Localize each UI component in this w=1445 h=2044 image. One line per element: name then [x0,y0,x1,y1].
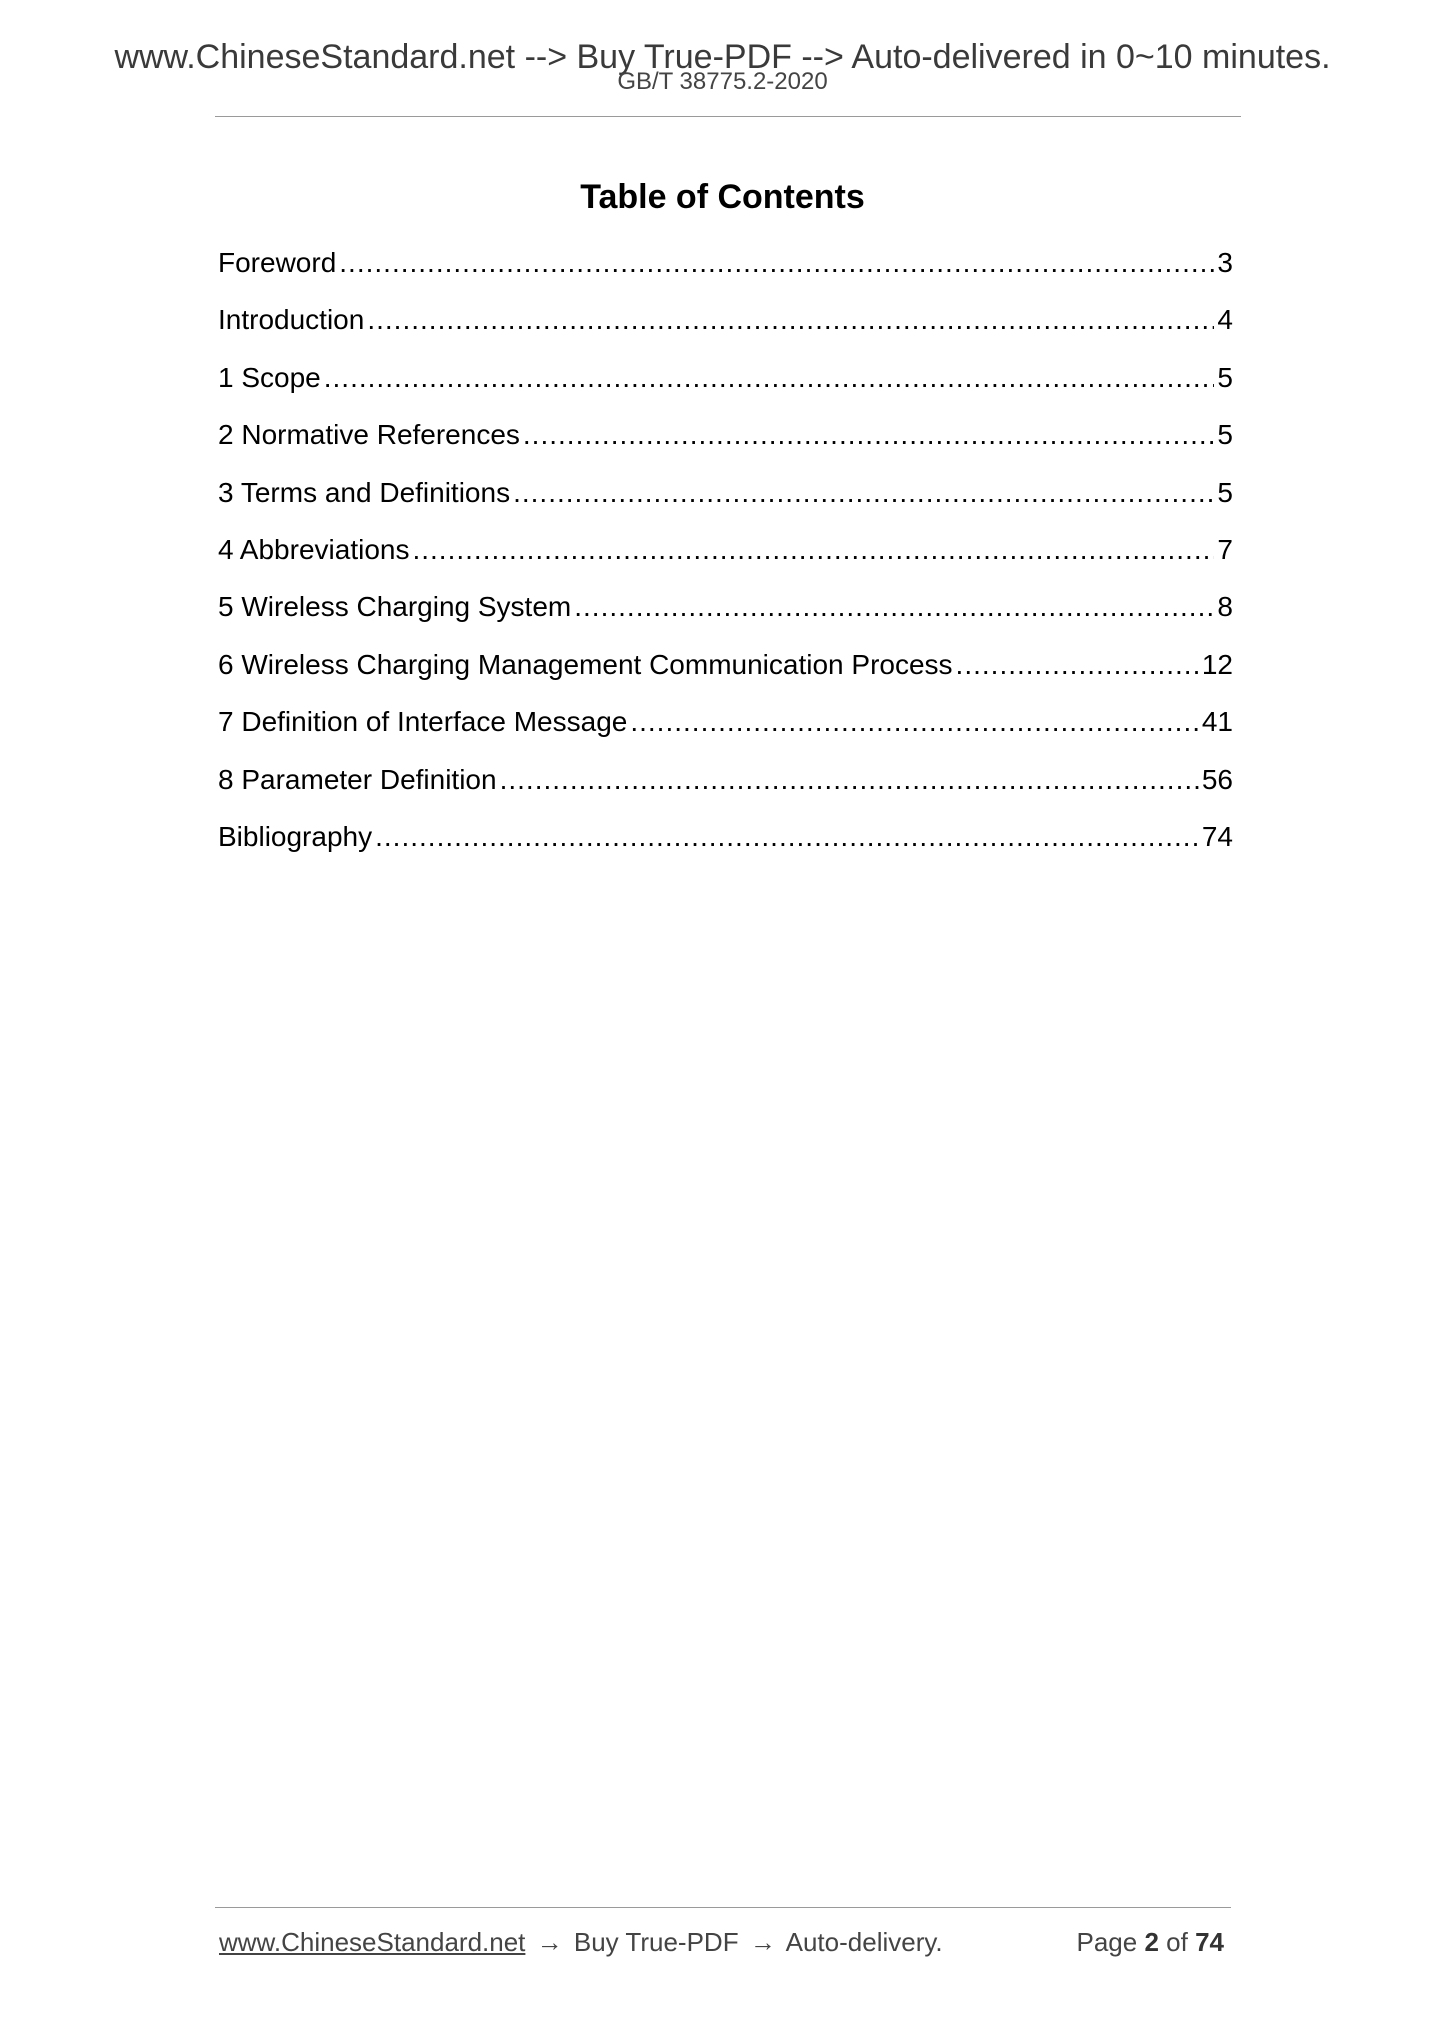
toc-entry-scope[interactable] [218,360,1233,417]
toc-entry-communication-process[interactable] [218,647,1233,704]
toc-entry-label: 1 Scope [218,361,321,393]
toc-entry-label: 4 Abbreviations [218,533,410,565]
footer-divider [215,1907,1231,1908]
toc-entry-label: 7 Definition of Interface Message [218,706,628,738]
current-page-number: 2 [1144,1927,1159,1957]
toc-entry-foreword[interactable] [218,245,1233,302]
toc-entry-page: 3 [1217,247,1233,278]
toc-entry-page: 41 [1201,706,1233,738]
dot-leader [574,589,1214,625]
top-banner: www.ChineseStandard.net --> Buy True-PDF --> Auto-delivered in 0~10 minutes. [114,38,1331,76]
toc-entry-label: 5 Wireless Charging System [218,591,572,623]
dot-leader [523,417,1215,453]
toc-entry-abbreviations[interactable] [218,532,1233,589]
toc-entry-label: 8 Parameter Definition [218,763,497,795]
toc-entry-normative-references[interactable] [218,417,1233,474]
dot-leader [630,704,1199,740]
document-code: GB/T 38775.2-2020 [617,68,828,95]
toc-entry-label: Introduction [218,304,365,336]
dot-leader [412,532,1214,568]
toc-entry-page: 7 [1217,533,1233,565]
dot-leader [956,647,1199,683]
arrow-right-icon: → [536,1927,563,1957]
toc-entry-page: 4 [1217,304,1233,336]
footer-promo [219,1927,943,1958]
page-of-label: of [1166,1927,1188,1957]
toc-entry-page: 74 [1201,820,1233,852]
toc-entry-label: 3 Terms and Definitions [218,476,511,508]
toc-entry-label: Bibliography [218,820,373,852]
dot-leader [375,819,1199,855]
toc-entry-parameter-definition[interactable] [218,762,1233,819]
toc-entry-interface-message[interactable] [218,704,1233,761]
dot-leader [513,475,1214,511]
dot-leader [324,360,1215,396]
footer-buy-text: Buy True-PDF [573,1927,739,1957]
toc-entry-page: 5 [1217,419,1233,451]
arrow-right-icon: → [749,1927,776,1957]
dot-leader [500,762,1199,798]
total-page-count: 74 [1195,1927,1224,1957]
toc-entry-terms-and-definitions[interactable] [218,475,1233,532]
toc-entry-label: Foreword [218,247,337,278]
toc-entry-bibliography[interactable] [218,819,1233,876]
footer-site-link[interactable]: www.ChineseStandard.net [219,1927,526,1957]
dot-leader [339,245,1214,281]
toc-entry-page: 12 [1201,648,1233,680]
toc-entry-wireless-charging-system[interactable] [218,589,1233,646]
toc-entry-page: 8 [1217,591,1233,623]
page-indicator [1076,1927,1224,1958]
header-divider [215,116,1241,117]
toc-title: Table of Contents [580,178,865,216]
toc-entry-page: 5 [1217,361,1233,393]
dot-leader [367,302,1214,338]
page-label: Page [1076,1927,1138,1957]
toc-entry-label: 6 Wireless Charging Management Communication Process [218,648,953,680]
footer-delivery-text: Auto-delivery. [785,1927,943,1957]
toc-entry-page: 5 [1217,476,1233,508]
toc-entry-label: 2 Normative References [218,419,520,451]
toc-entry-introduction[interactable] [218,302,1233,359]
toc-entry-page: 56 [1201,763,1233,795]
table-of-contents [218,245,1233,876]
